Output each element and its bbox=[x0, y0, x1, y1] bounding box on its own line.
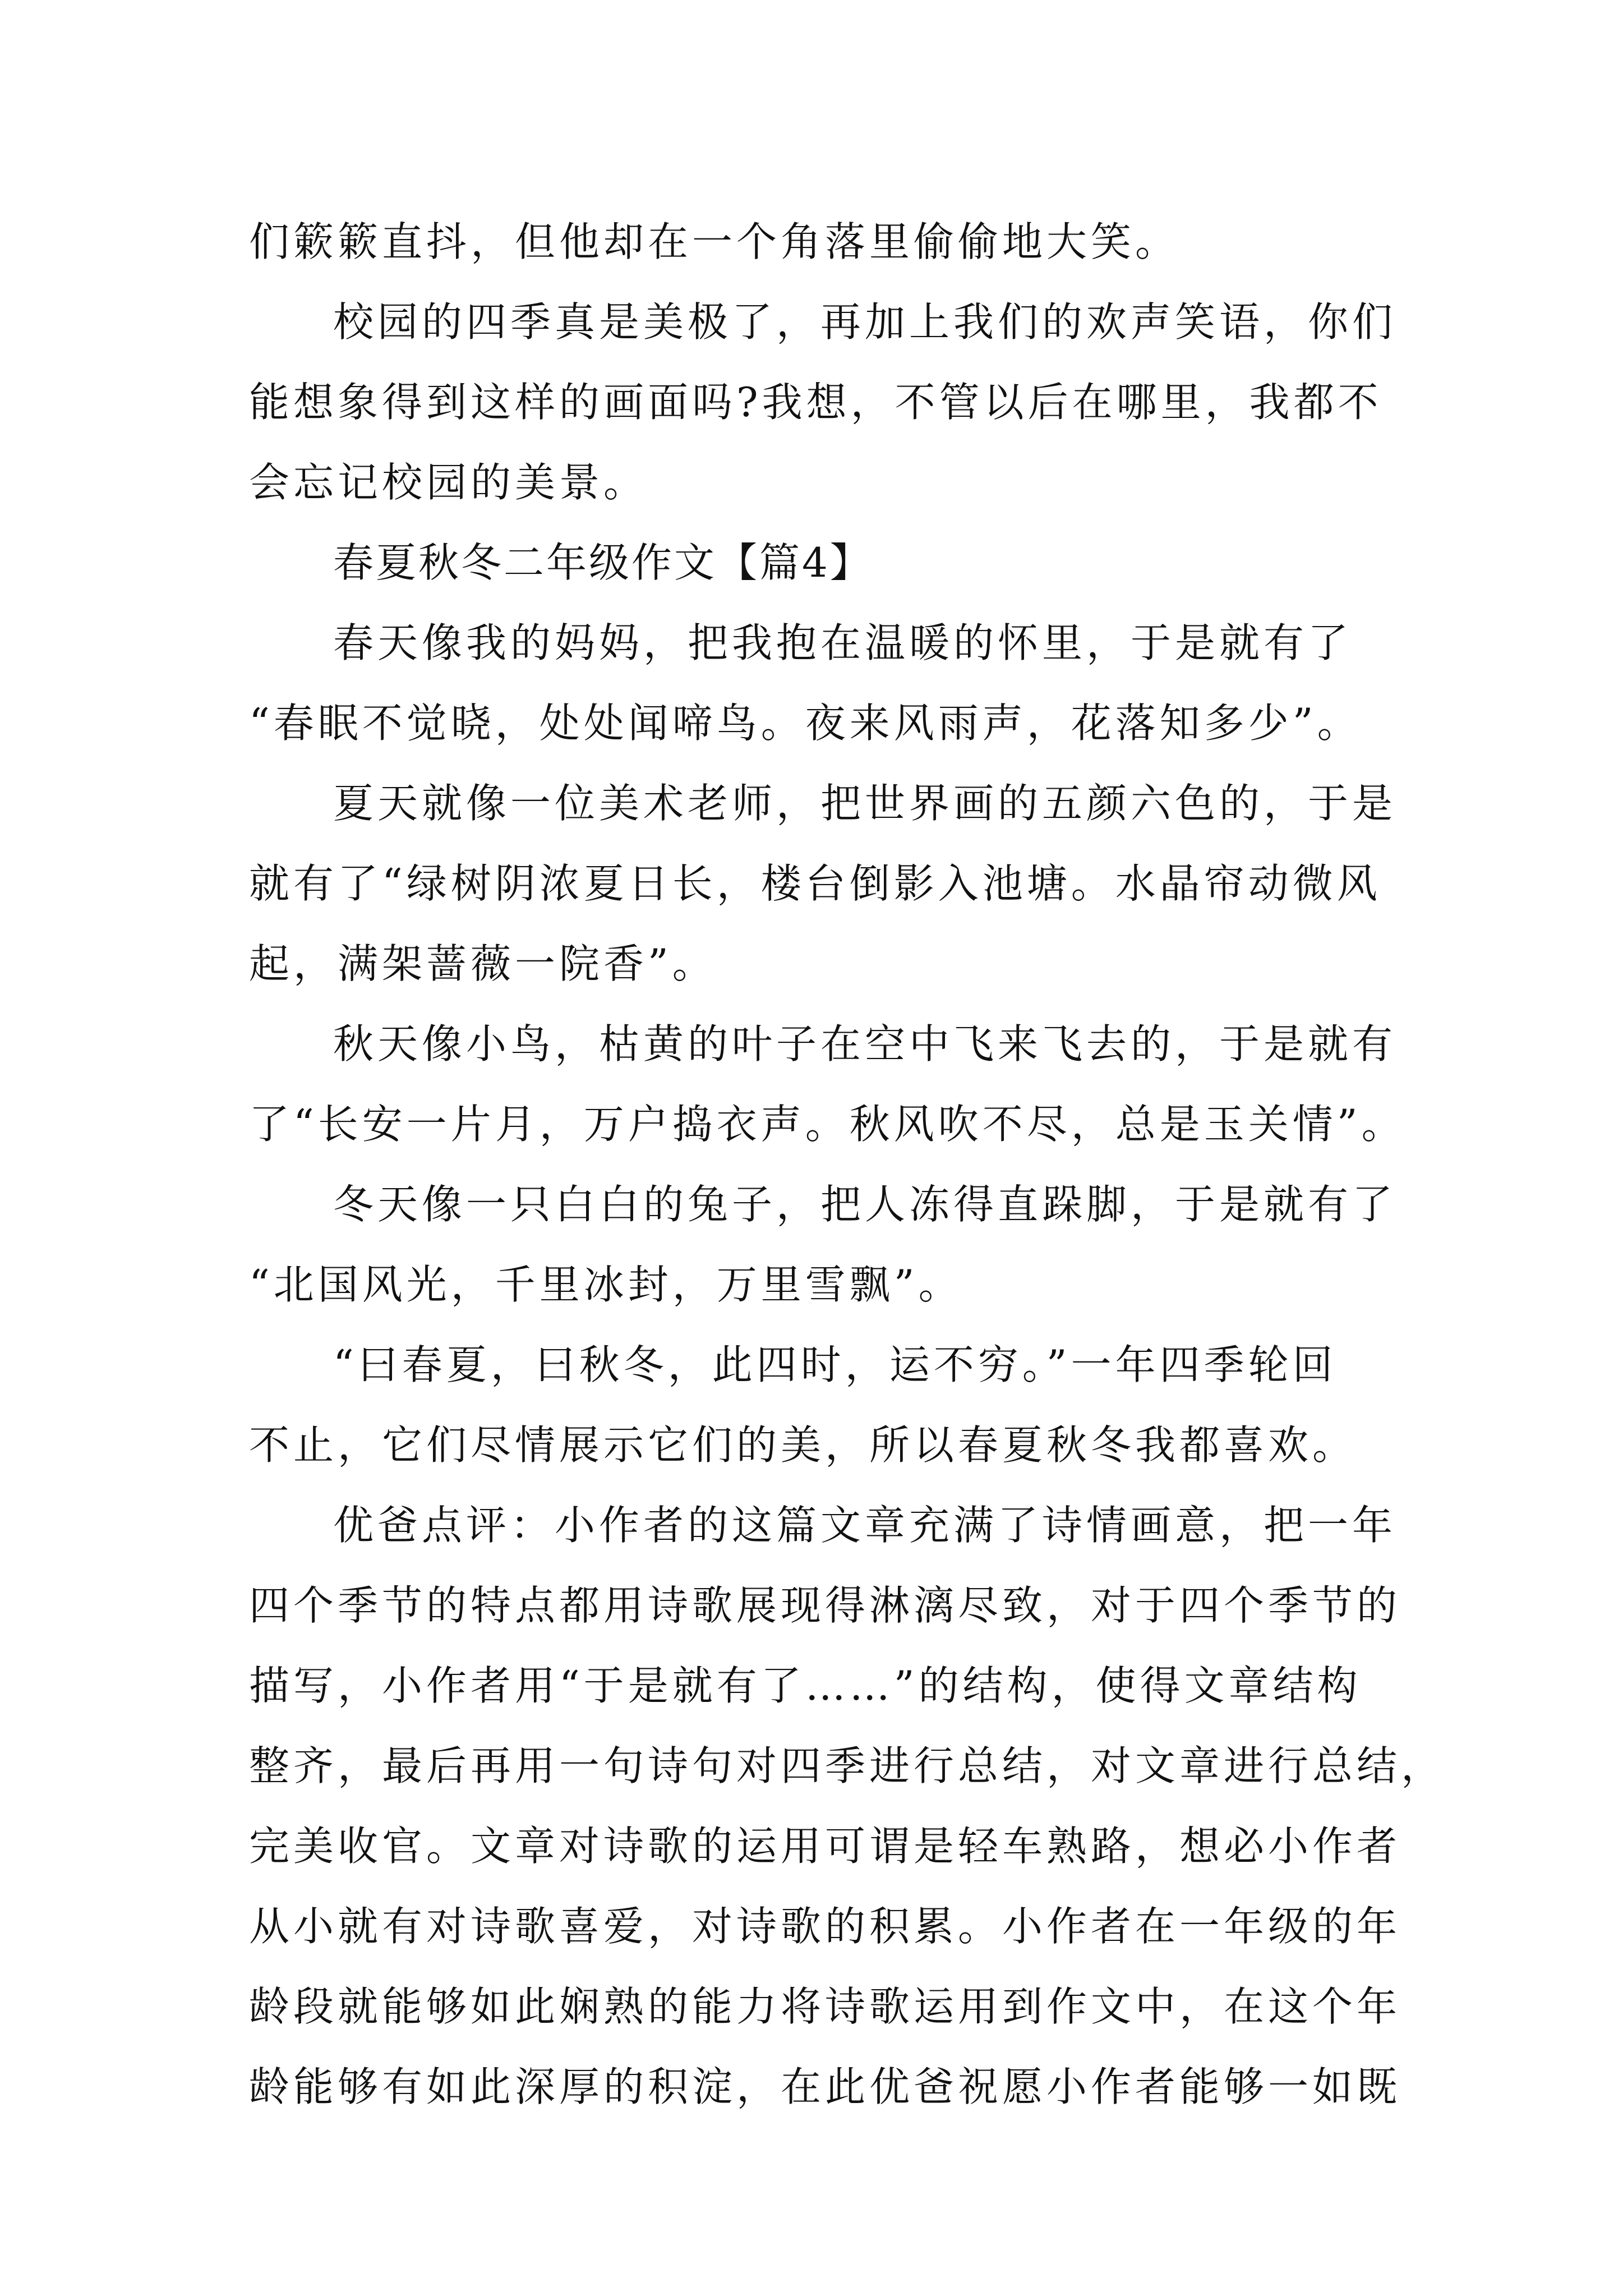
text-line: 起，满架蔷薇一院香”。 bbox=[249, 940, 717, 987]
text-line: 了“长安一片月，万户捣衣声。秋风吹不尽，总是玉关情”。 bbox=[249, 1101, 1406, 1148]
text-line: 会忘记校园的美景。 bbox=[249, 459, 648, 506]
text-line: 冬天像一只白白的兔子，把人冻得直跺脚，于是就有了 bbox=[333, 1181, 1397, 1228]
text-line: 夏天就像一位美术老师，把世界画的五颜六色的，于是 bbox=[333, 780, 1397, 827]
text-line: 校园的四季真是美极了，再加上我们的欢声笑语，你们 bbox=[333, 298, 1397, 346]
text-line: 秋天像小鸟，枯黄的叶子在空中飞来飞去的，于是就有 bbox=[333, 1020, 1397, 1068]
text-line: 能想象得到这样的画面吗?我想，不管以后在哪里，我都不 bbox=[249, 379, 1382, 426]
text-line: 不止，它们尽情展示它们的美，所以春夏秋冬我都喜欢。 bbox=[249, 1421, 1357, 1469]
text-line: 四个季节的特点都用诗歌展现得淋漓尽致，对于四个季节的 bbox=[249, 1582, 1401, 1629]
text-line: 龄能够有如此深厚的积淀，在此优爸祝愿小作者能够一如既 bbox=[249, 2063, 1401, 2110]
text-line: 描写，小作者用“于是就有了……”的结构，使得文章结构 bbox=[249, 1662, 1362, 1709]
text-line: “曰春夏，曰秋冬，此四时，运不穷。”一年四季轮回 bbox=[333, 1341, 1337, 1388]
text-line: 从小就有对诗歌喜爱，对诗歌的积累。小作者在一年级的年 bbox=[249, 1903, 1401, 1950]
text-line: “北国风光，千里冰封，万里雪飘”。 bbox=[249, 1261, 963, 1308]
text-line: 龄段就能够如此娴熟的能力将诗歌运用到作文中，在这个年 bbox=[249, 1983, 1401, 2030]
text-line: 优爸点评：小作者的这篇文章充满了诗情画意，把一年 bbox=[333, 1502, 1397, 1549]
text-line: 们簌簌直抖，但他却在一个角落里偷偷地大笑。 bbox=[249, 218, 1180, 265]
text-line: 就有了“绿树阴浓夏日长，楼台倒影入池塘。水晶帘动微风 bbox=[249, 860, 1381, 907]
document-body bbox=[249, 202, 1446, 2127]
section-heading: 春夏秋冬二年级作文【篇4】 bbox=[333, 539, 873, 586]
text-line: 整齐，最后再用一句诗句对四季进行总结，对文章进行总结， bbox=[249, 1742, 1446, 1789]
text-line: 春天像我的妈妈，把我抱在温暖的怀里，于是就有了 bbox=[333, 619, 1353, 666]
text-line: “春眠不觉晓，处处闻啼鸟。夜来风雨声，花落知多少”。 bbox=[249, 700, 1362, 747]
text-line: 完美收官。文章对诗歌的运用可谓是轻车熟路，想必小作者 bbox=[249, 1823, 1401, 1870]
